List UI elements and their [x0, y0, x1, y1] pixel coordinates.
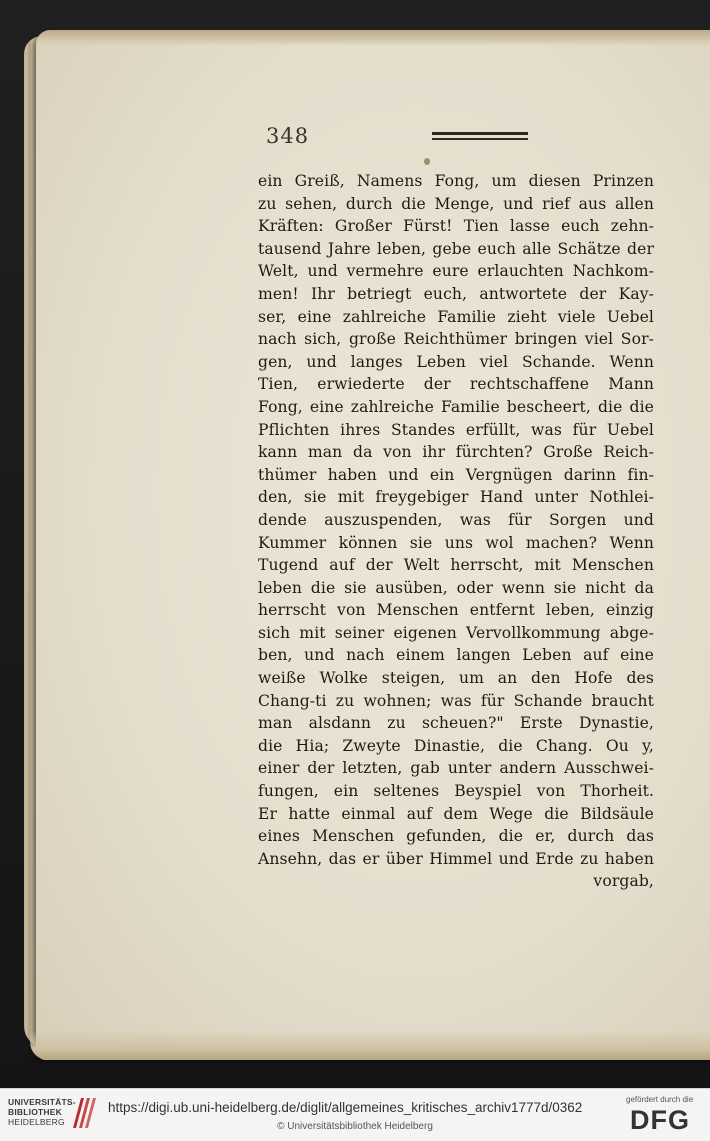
header-rule: [432, 132, 528, 142]
page-edge-top: [36, 30, 710, 46]
dfg-logo[interactable]: DFG: [630, 1105, 690, 1135]
text-line: den, sie mit freygebiger Hand unter Nothlei-: [258, 488, 654, 507]
text-line: Tien, erwiederte der rechtschaffene Mann: [258, 375, 654, 394]
text-line: Pflichten ihres Standes erfüllt, was für Uebel: [258, 420, 654, 439]
text-line: gen, und langes Leben viel Schande. Wenn: [258, 352, 654, 371]
text-line: kann man da von ihr fürchten? Große Reich-: [258, 443, 654, 462]
copyright-text: © Universitätsbibliothek Heidelberg: [277, 1121, 433, 1132]
page-number: 348: [266, 124, 310, 148]
funder-note: gefördert durch die: [626, 1095, 694, 1104]
text-line: tausend Jahre leben, gebe euch alle Schätze der: [258, 239, 654, 258]
text-line: ein Greiß, Namens Fong, um diesen Prinzen: [258, 172, 654, 190]
text-line: herrscht von Menschen entfernt leben, einzig: [258, 601, 654, 620]
text-line: Er hatte einmal auf dem Wege die Bildsäule: [258, 804, 654, 823]
text-line: die Hia; Zweyte Dinastie, die Chang. Ou y,: [258, 736, 654, 755]
library-logo-text[interactable]: UNIVERSITÄTS- BIBLIOTHEK HEIDELBERG: [8, 1097, 76, 1127]
text-line: Tugend auf der Welt herrscht, mit Menschen: [258, 556, 654, 575]
text-line: Fong, eine zahlreiche Familie bescheert, die die: [258, 397, 654, 416]
footer-bar: [0, 1088, 710, 1141]
text-line: zu sehen, durch die Menge, und rief aus allen: [258, 194, 654, 213]
text-line: Welt, und vermehre eure erlauchten Nachkom-: [258, 262, 654, 281]
text-line: sich mit seiner eigenen Vervollkommung abge-: [258, 623, 654, 642]
text-line: fungen, ein seltenes Beyspiel von Thorheit.: [258, 782, 654, 801]
permalink-url[interactable]: https://digi.ub.uni-heidelberg.de/diglit/allgemeines_kritisches_archiv1777d/0362: [108, 1100, 583, 1115]
text-line: Chang-ti zu wohnen; was für Schande braucht: [258, 691, 654, 710]
text-line: thümer haben und ein Vergnügen darinn fin-: [258, 465, 654, 484]
text-line: ben, und nach einem langen Leben auf eine: [258, 646, 654, 665]
text-line: leben die sie ausüben, oder wenn sie nicht da: [258, 578, 654, 597]
ink-dot: [424, 158, 430, 165]
page-body-text: [258, 170, 654, 893]
text-line: Kräften: Großer Fürst! Tien lasse euch zehn-: [258, 217, 654, 236]
text-line: men! Ihr betriegt euch, antwortete der Kay-: [258, 284, 654, 303]
catchword: vorgab,: [593, 872, 654, 891]
page-edge-bottom: [30, 1030, 710, 1060]
text-line: Kummer können sie uns wol machen? Wenn: [258, 533, 654, 552]
text-line: weiße Wolke steigen, um an den Hofe des: [258, 669, 654, 688]
text-line: einer der letzten, gab unter andern Ausschwei-: [258, 759, 654, 778]
text-line: Ansehn, das er über Himmel und Erde zu haben: [258, 849, 654, 868]
text-line: eines Menschen gefunden, die er, durch das: [258, 827, 654, 846]
text-line: ser, eine zahlreiche Familie zieht viele Uebel: [258, 307, 654, 326]
text-line: nach sich, große Reichthümer bringen viel Sor-: [258, 330, 654, 349]
text-line: dende auszuspenden, was für Sorgen und: [258, 510, 654, 529]
text-line: man alsdann zu scheuen?" Erste Dynastie,: [258, 714, 654, 733]
